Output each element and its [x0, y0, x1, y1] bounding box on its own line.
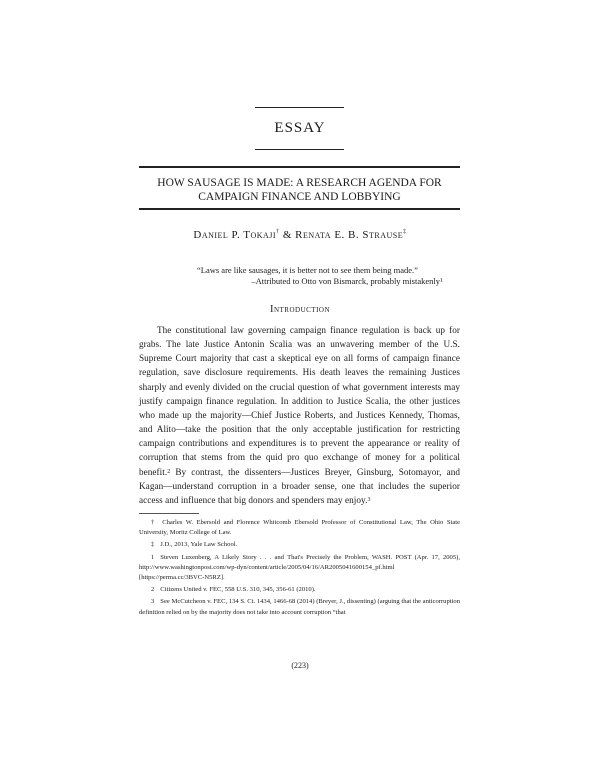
title-top-rule — [139, 166, 460, 168]
title-line-2: CAMPAIGN FINANCE AND LOBBYING — [198, 191, 401, 203]
epigraph-attribution-text: –Attributed to Otto von Bismarck, probably mistakenly — [251, 276, 440, 286]
footnote-mark: 1 — [151, 553, 155, 561]
body-paragraph-text-2: By contrast, the dissenters—Justices Breyer, Ginsburg, Sotomayor, and Kagan—understand corruption in a broader sense, one that includes the superior access and influence that big donors and spenders may enjoy. — [139, 466, 460, 505]
author-1-name: Daniel P. Tokaji — [193, 229, 277, 241]
footnote-double-dagger — [139, 540, 460, 550]
author-1-footnote-mark[interactable]: † — [276, 229, 280, 235]
footnote-text: Charles W. Ebersold and Florence Whitcomb Ebersold Professor of Constitutional Law, The Ohio State University, Moritz College of Law. — [139, 519, 461, 537]
author-line — [0, 229, 600, 241]
footnote-2 — [139, 585, 460, 595]
epigraph-quote: “Laws are like sausages, it is better not to see them being made.” — [197, 265, 418, 275]
body-footnote-mark-2[interactable]: 2 — [167, 468, 171, 475]
footnotes-section — [139, 518, 460, 620]
body-paragraph-text-1: The constitutional law governing campaign finance regulation is back up for grabs. The late Justice Antonin Scalia was an unwavering member of the U.S. Supreme Court majority that cast a skeptical eye on all forms of campaign finance regulation, save disclosure requirements. His death leaves the remaining Justices sharply and evenly divided on the crucial question of what government interests may justify campaign finance regulation. In addition to Justice Scalia, the other justices who made up the majority—Chief Justice Roberts, and Justices Kennedy, Thomas, and Alito—take the position that the only acceptable justification for restricting campaign contributions and expenditures is to prevent the appearance or reality of corruption that stems from the quid pro quo exchange of money for a political benefit. — [139, 325, 460, 477]
author-separator: & — [282, 229, 292, 241]
footnote-3 — [139, 597, 460, 617]
essay-top-rule — [255, 107, 344, 108]
footnote-dagger — [139, 518, 460, 538]
essay-label: ESSAY — [274, 120, 326, 136]
author-2-name: Renata E. B. Strause — [295, 229, 404, 241]
epigraph-footnote-mark[interactable]: 1 — [440, 278, 443, 284]
footnote-mark: † — [151, 519, 157, 526]
footnote-1 — [139, 553, 460, 584]
body-footnote-mark-3[interactable]: 3 — [367, 496, 371, 503]
article-title — [139, 176, 460, 204]
section-heading-introduction: Introduction — [269, 304, 331, 315]
title-line-1: HOW SAUSAGE IS MADE: A RESEARCH AGENDA FOR — [157, 177, 442, 189]
footnote-mark: 3 — [151, 598, 155, 606]
footnote-mark: 2 — [151, 586, 155, 594]
footnote-text: See McCutcheon v. FEC, 134 S. Ct. 1434, 1466-68 (2014) (Breyer, J., dissenting) (arguing that the anticorruption definition relied on by the majority does not take into account corruption “that — [139, 598, 460, 616]
page-number: (223) — [291, 661, 309, 670]
epigraph-attribution — [197, 276, 447, 287]
body-paragraph — [139, 323, 460, 507]
footnote-text: Steven Luxenberg, A Likely Story . . . and That's Precisely the Problem, WASH. POST (Apr. 17, 2005), http://www.washingtonpost.com/wp-dyn/content/article/2005/04/16/AR2005041600154_pf.html [https://perma.cc/3BVC-N5RZ]. — [139, 553, 460, 582]
footnote-text: J.D., 2013, Yale Law School. — [160, 541, 238, 549]
author-2-footnote-mark[interactable]: ‡ — [403, 229, 407, 235]
footnote-text: Citizens United v. FEC, 558 U.S. 310, 345, 356-61 (2010). — [160, 586, 316, 594]
footnote-divider — [139, 513, 199, 514]
essay-bottom-rule — [255, 149, 344, 150]
title-bottom-rule — [139, 208, 460, 210]
footnote-mark: ‡ — [151, 541, 155, 549]
epigraph — [197, 265, 447, 287]
